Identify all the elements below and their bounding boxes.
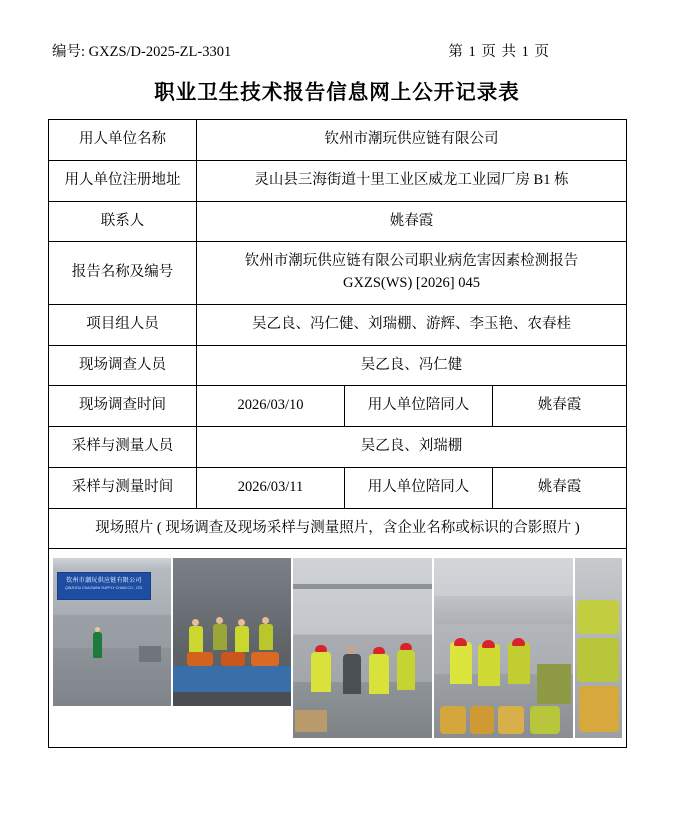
row-label-survey-accompanier: 用人单位陪同人 [345,386,493,427]
table-row [49,427,627,468]
row-value-registered-address: 灵山县三海街道十里工业区威龙工业园厂房 B1 栋 [197,160,627,201]
table-row [49,201,627,242]
table-row [49,120,627,161]
company-banner [57,572,151,600]
photo-strip [53,558,622,738]
row-value-sampling-accompanier: 姚春霞 [493,467,627,508]
row-value-report-name-number [197,242,627,305]
site-photo-5 [575,558,622,738]
photo-section-header: 现场照片 ( 现场调查及现场采样与测量照片，含企业名称或标识的合影照片 ) [49,508,627,549]
site-photo-3 [293,558,432,738]
site-photo-4 [434,558,573,738]
document-number: 编号: GXZS/D-2025-ZL-3301 [52,44,232,60]
row-label-sampling-date: 采样与测量时间 [49,467,197,508]
table-row-photo-header [49,508,627,549]
page-count: 第 1 页 共 1 页 [448,44,550,60]
row-label-report-name-number: 报告名称及编号 [49,242,197,305]
page-title: 职业卫生技术报告信息网上公开记录表 [154,82,520,104]
document-header [48,40,626,61]
row-value-survey-accompanier: 姚春霞 [493,386,627,427]
row-label-project-team: 项目组人员 [49,304,197,345]
table-row [49,345,627,386]
row-value-survey-date: 2026/03/10 [197,386,345,427]
report-name-line: 钦州市潮玩供应链有限公司职业病危害因素检测报告 [244,253,579,270]
row-value-sampling-date: 2026/03/11 [197,467,345,508]
row-label-contact-person: 联系人 [49,201,197,242]
row-label-registered-address: 用人单位注册地址 [49,160,197,201]
row-label-employer-name: 用人单位名称 [49,120,197,161]
photo-section [49,549,627,748]
record-table [48,119,627,748]
table-row [49,304,627,345]
table-row-photos [49,549,627,748]
table-row [49,242,627,305]
table-row [49,160,627,201]
row-label-sampling-staff: 采样与测量人员 [49,427,197,468]
row-value-sampling-staff: 吴乙良、刘瑞棚 [197,427,627,468]
company-banner-subtitle: QINZHOU CHAOWAN SUPPLY CHAIN CO., LTD. [64,586,144,591]
table-row [49,386,627,427]
site-photo-1 [53,558,171,706]
report-number-line: GXZS(WS) [2026] 045 [343,275,480,291]
row-label-sampling-accompanier: 用人单位陪同人 [345,467,493,508]
row-value-survey-staff: 吴乙良、冯仁健 [197,345,627,386]
row-value-project-team: 吴乙良、冯仁健、刘瑞棚、游辉、李玉艳、农春桂 [197,304,627,345]
company-banner-title: 钦州市潮玩供应链有限公司 [66,578,142,585]
site-photo-2 [173,558,291,706]
table-row [49,467,627,508]
row-value-contact-person: 姚春霞 [197,201,627,242]
row-label-survey-staff: 现场调查人员 [49,345,197,386]
row-value-employer-name: 钦州市潮玩供应链有限公司 [197,120,627,161]
row-label-survey-date: 现场调查时间 [49,386,197,427]
